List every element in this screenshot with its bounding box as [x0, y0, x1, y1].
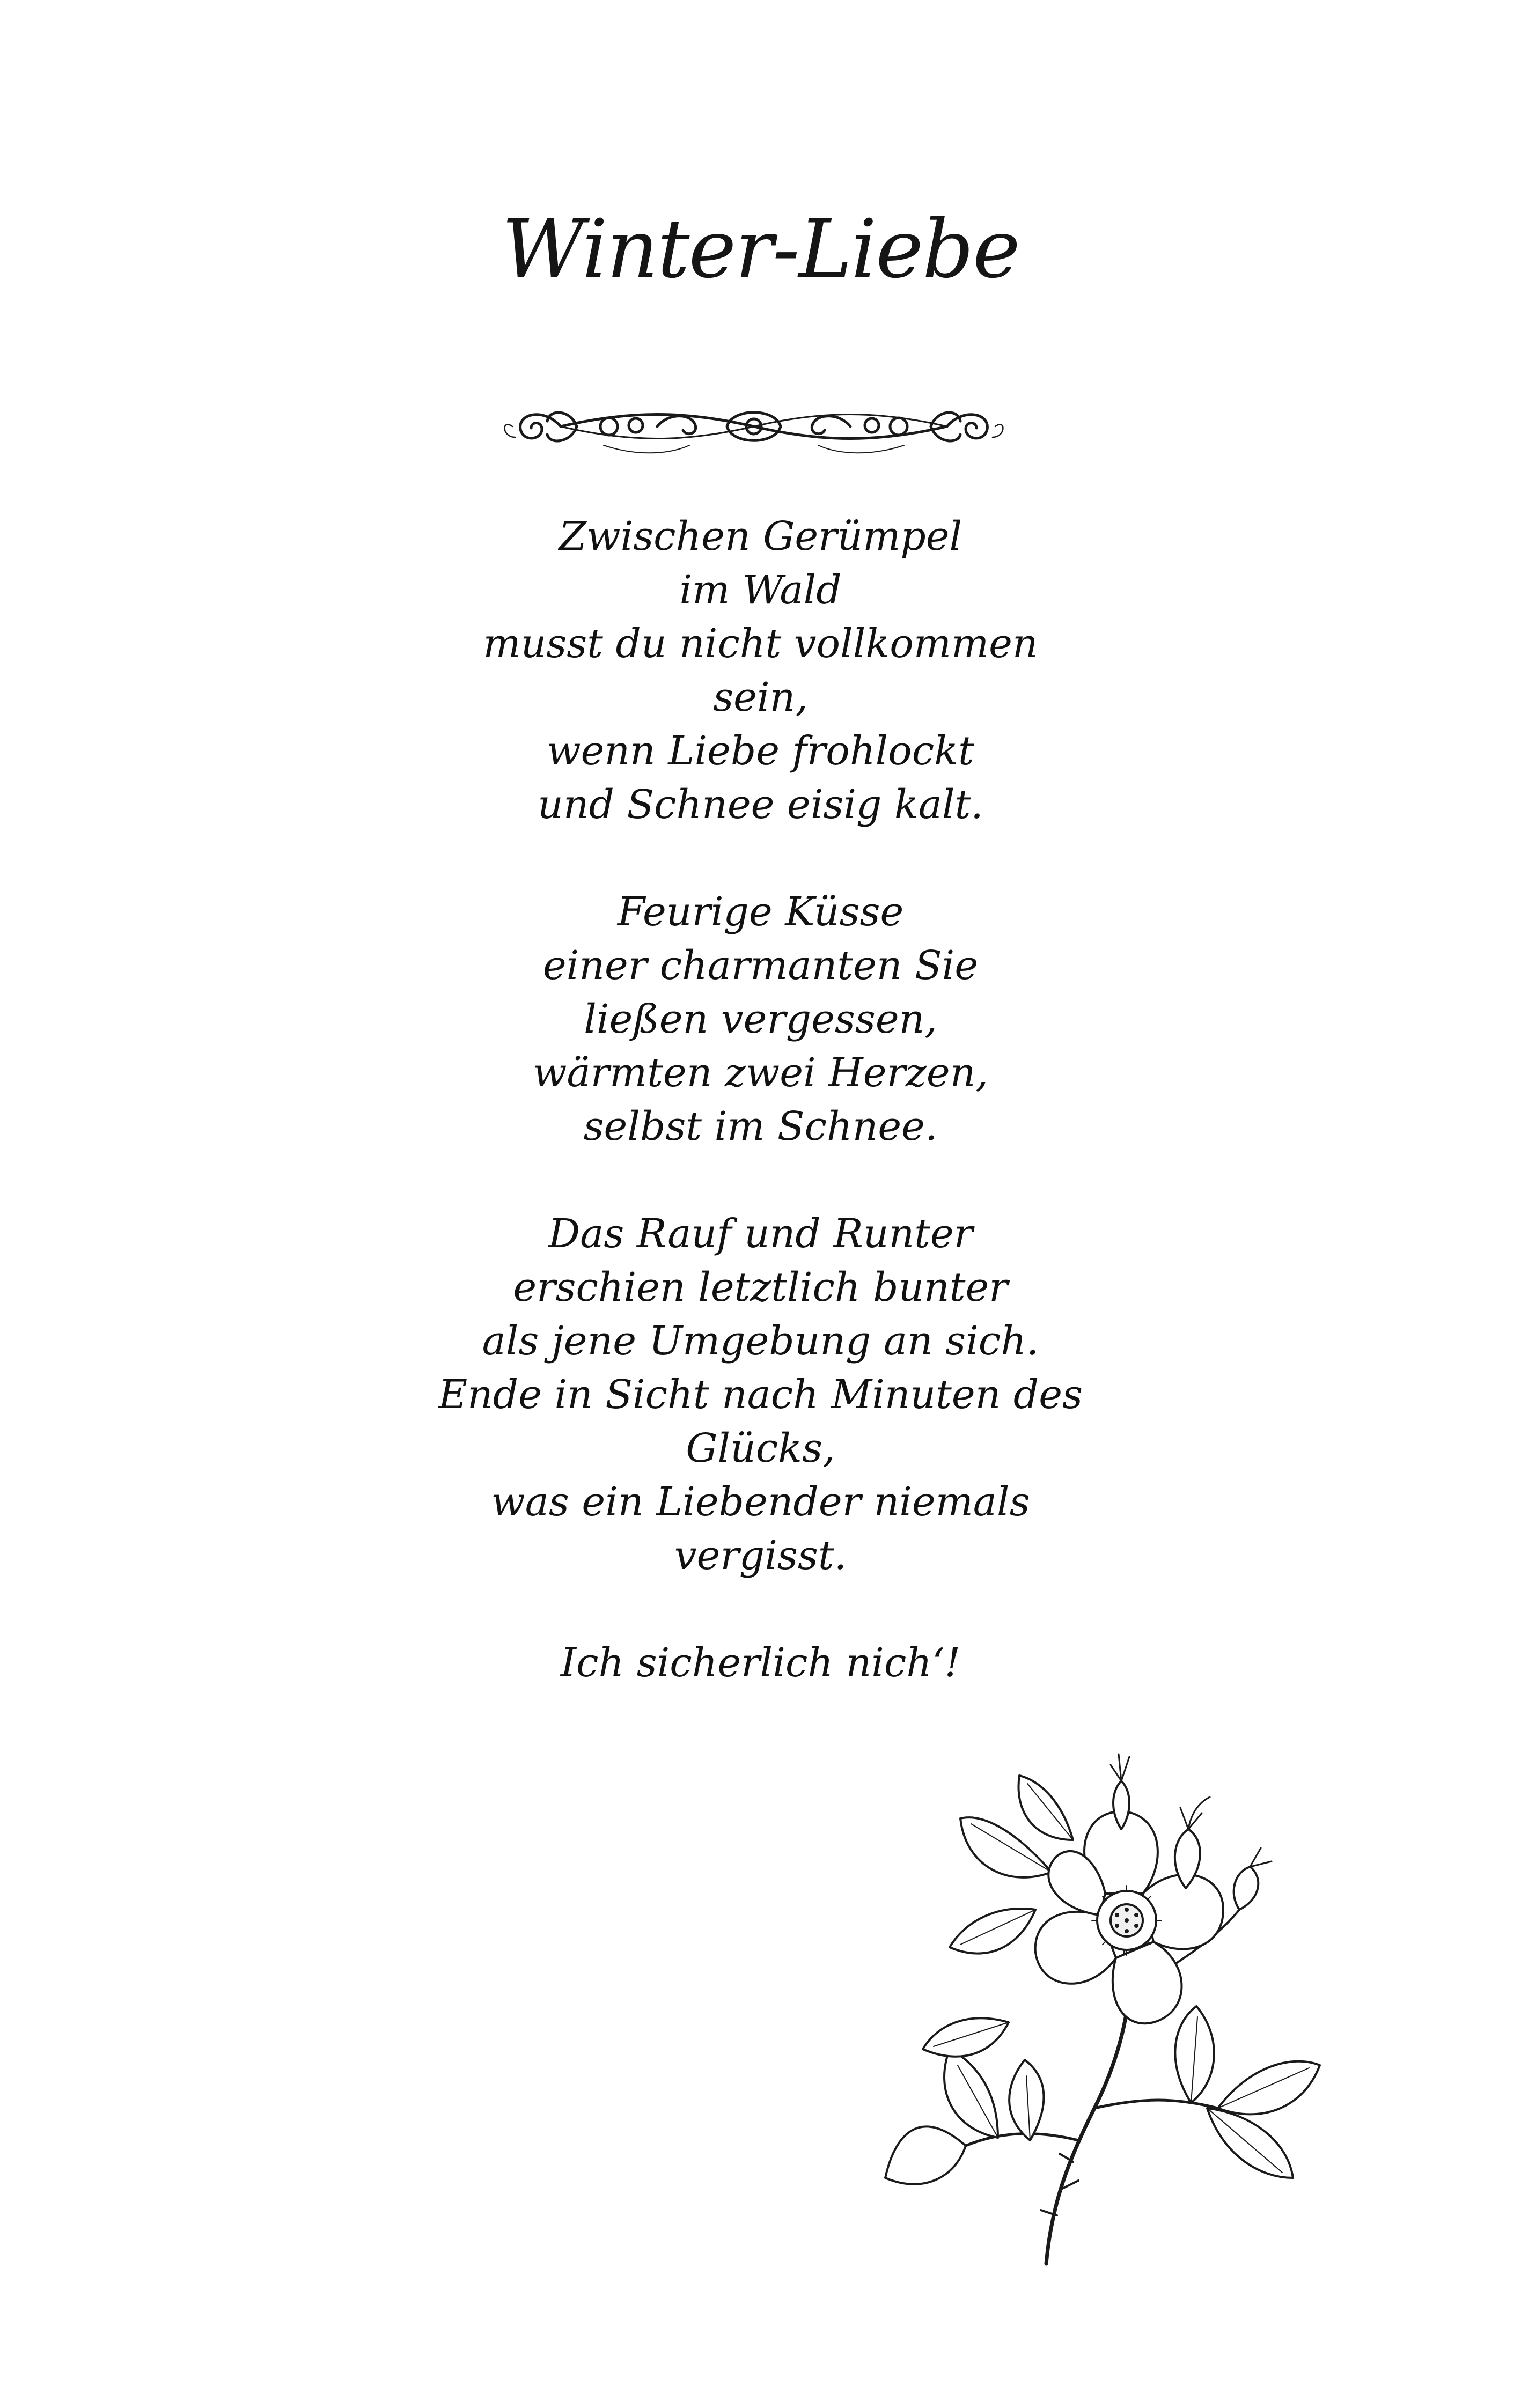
poem-line: als jene Umgebung an sich.: [482, 1318, 1039, 1364]
poem-line: Ende in Sicht nach Minuten des: [438, 1372, 1083, 1418]
stanza-gap: [0, 1153, 1521, 1207]
stanza-3: [0, 1207, 1521, 1582]
poem-line: Glücks,: [686, 1425, 835, 1471]
poem-line: musst du nicht vollkommen: [483, 621, 1038, 667]
wild-rose-illustration: [875, 1733, 1384, 2269]
poem-line: vergisst.: [674, 1533, 847, 1579]
poem-line: Feurige Küsse: [617, 889, 904, 935]
poem-line: einer charmanten Sie: [542, 942, 979, 989]
poem-line: wärmten zwei Herzen,: [533, 1050, 988, 1096]
poem-line: erschien letztlich bunter: [513, 1264, 1008, 1310]
stanza-2: [0, 885, 1521, 1153]
poem-line: ließen vergessen,: [584, 996, 937, 1042]
flourish-divider-icon: [496, 386, 1011, 467]
stanza-gap: [0, 831, 1521, 885]
poem-line: was ein Liebender niemals: [491, 1479, 1030, 1525]
poem-line: Ich sicherlich nich‘!: [560, 1640, 961, 1686]
poem-line: sein,: [713, 674, 808, 720]
poem-body: [0, 510, 1521, 1690]
poem-line: und Schnee eisig kalt.: [538, 782, 983, 828]
poem-title: Winter-Liebe: [502, 203, 1019, 296]
poem-line: wenn Liebe frohlockt: [547, 728, 974, 774]
stanza-1: [0, 510, 1521, 831]
poem-line: Das Rauf und Runter: [548, 1211, 973, 1257]
stanza-4: [0, 1636, 1521, 1690]
poem-line: selbst im Schnee.: [583, 1103, 938, 1150]
poem-line: im Wald: [679, 567, 842, 613]
stanza-gap: [0, 1582, 1521, 1636]
poem-line: Zwischen Gerümpel: [559, 513, 962, 559]
